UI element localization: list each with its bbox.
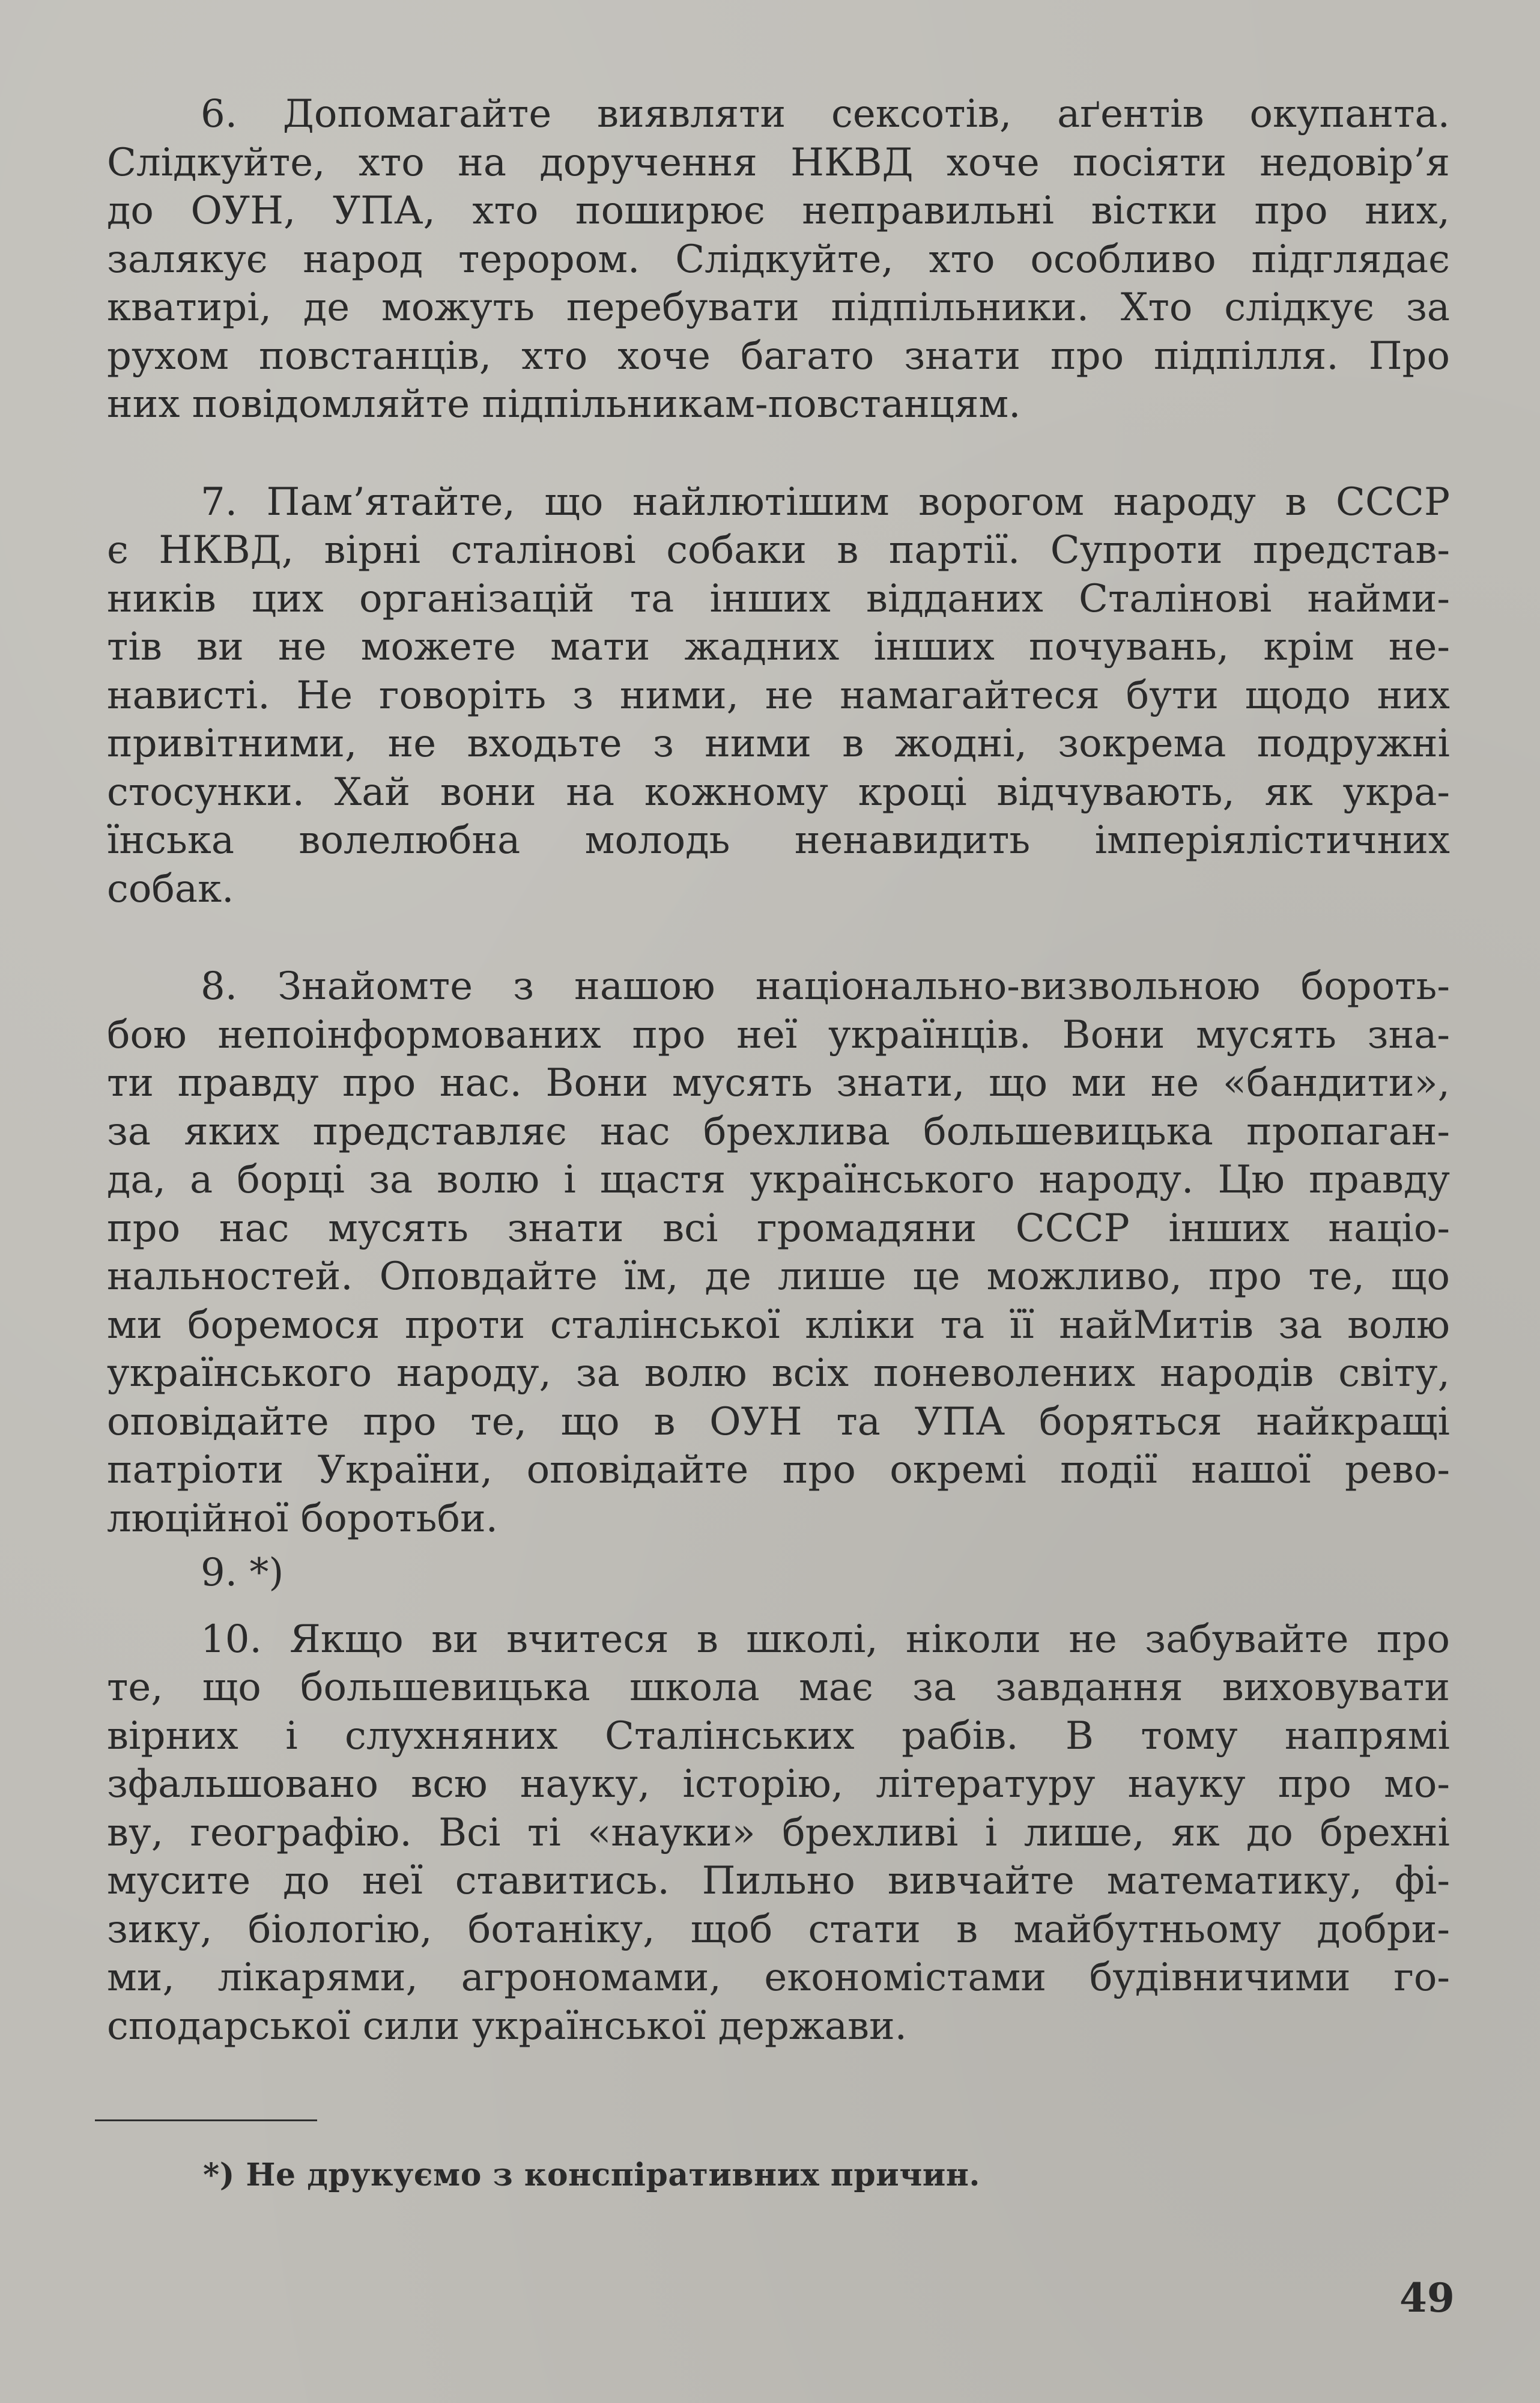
text-line: 10. Якщо ви вчитеся в школі, ніколи не забувайте про <box>201 1617 1450 1662</box>
text-line: їнська волелюбна молодь ненавидить імперіялістичних <box>107 818 1450 863</box>
text-line: ми боремося проти сталінської кліки та її найМитів за волю <box>107 1302 1450 1347</box>
text-line: рухом повстанців, хто хоче багато знати про підпілля. Про <box>107 333 1450 378</box>
text-line: українського народу, за волю всіх поневолених народів світу, <box>107 1351 1450 1396</box>
text-line: 8. Знайомте з нашою національно-визвольною бороть- <box>201 964 1450 1009</box>
text-line: зику, біологію, ботаніку, щоб стати в майбутньому добри- <box>107 1907 1450 1952</box>
text-line: патріоти України, оповідайте про окремі події нашої рево- <box>107 1448 1450 1492</box>
footnote: *) Не друкуємо з конспіративних причин. <box>203 2157 981 2193</box>
text-line: до ОУН, УПА, хто поширює неправильні вістки про них, <box>107 189 1450 233</box>
page-number: 49 <box>1399 2274 1455 2321</box>
text-line: Слідкуйте, хто на доручення НКВД хоче посіяти недовір’я <box>107 140 1450 185</box>
footnote-divider <box>95 2119 317 2121</box>
text-line: нависті. Не говоріть з ними, не намагайтеся бути щодо них <box>107 673 1450 718</box>
paragraph-9 <box>107 1549 1450 1597</box>
text-line: люційної боротьби. <box>107 1496 498 1541</box>
text-line: бою непоінформованих про неї українців. Вони мусять зна- <box>107 1012 1450 1057</box>
text-line: про нас мусять знати всі громадяни СССР інших націо- <box>107 1206 1450 1251</box>
text-line: ми, лікарями, агрономами, економістами будівничими го- <box>107 1955 1450 2000</box>
text-line: вірних і слухняних Сталінських рабів. В тому напрямі <box>107 1713 1450 1758</box>
text-line: залякує народ терором. Слідкуйте, хто особливо підглядає <box>107 237 1450 282</box>
text-line: 7. Пам’ятайте, що найлютішим ворогом народу в СССР <box>201 479 1450 524</box>
text-line: стосунки. Хай вони на кожному кроці відчувають, як укра- <box>107 770 1450 815</box>
text-line: нальностей. Оповдайте їм, де лише це можливо, про те, що <box>107 1254 1450 1299</box>
text-line: да, а борці за волю і щастя українського народу. Цю правду <box>107 1158 1450 1202</box>
text-line: мусите до неї ставитись. Пильно вивчайте математику, фі- <box>107 1859 1450 1903</box>
text-line: зфальшовано всю науку, історію, літературу науку про мо- <box>107 1762 1450 1806</box>
paragraph-6 <box>107 90 1450 429</box>
text-line: привітними, не входьте з ними в жодні, зокрема подружні <box>107 722 1450 766</box>
text-line: те, що большевицька школа має за завдання виховувати <box>107 1665 1450 1710</box>
text-line: тів ви не можете мати жадних інших почувань, крім не- <box>107 625 1450 669</box>
text-line: ти правду про нас. Вони мусять знати, що ми не «бандити», <box>107 1061 1450 1105</box>
text-line: ву, географію. Всі ті «науки» брехливі і лише, як до брехні <box>107 1810 1450 1855</box>
paragraph-8 <box>107 962 1450 1543</box>
paragraph-10 <box>107 1615 1450 2051</box>
text-line: собак. <box>107 866 234 911</box>
text-line: них повідомляйте підпільникам-повстанцям. <box>107 382 1021 427</box>
text-line: кватирі, де можуть перебувати підпільники. Хто слідкує за <box>107 285 1450 330</box>
text-line: ників цих організацій та інших відданих Сталінові найми- <box>107 576 1450 621</box>
text-line: є НКВД, вірні сталінові собаки в партії. Супроти представ- <box>107 528 1450 573</box>
text-line: оповідайте про те, що в ОУН та УПА боряться найкращі <box>107 1399 1450 1444</box>
page-body <box>107 90 1450 2050</box>
text-line: сподарської сили української держави. <box>107 2004 907 2049</box>
paragraph-7 <box>107 478 1450 914</box>
text-line: 9. *) <box>201 1551 284 1595</box>
text-line: 6. Допомагайте виявляти сексотів, аґентів окупанта. <box>201 92 1450 136</box>
text-line: за яких представляє нас брехлива большевицька пропаган- <box>107 1109 1450 1154</box>
